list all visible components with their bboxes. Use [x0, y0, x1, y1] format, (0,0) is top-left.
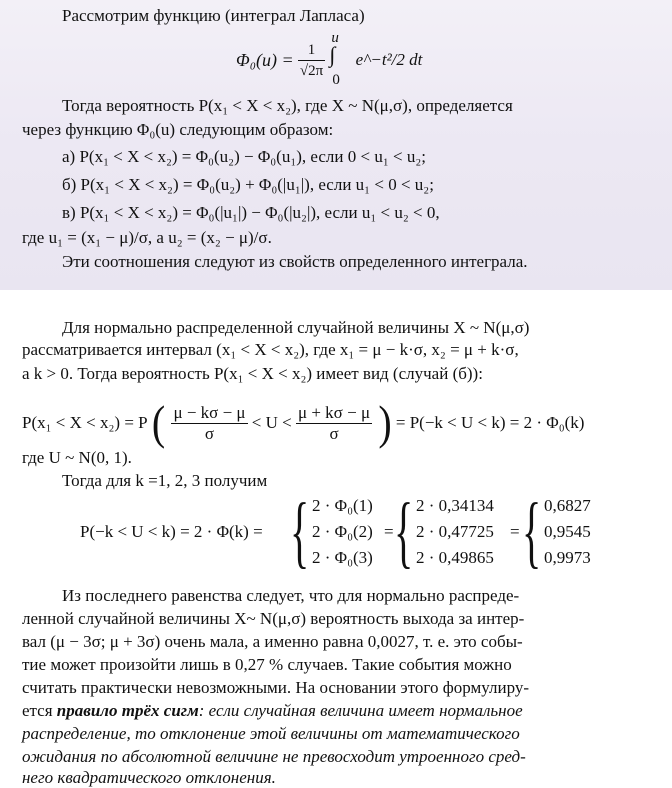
then-k: Тогда для k =1, 2, 3 получим	[62, 471, 268, 490]
f2-eq-1: =	[384, 522, 394, 541]
integral-symbol: ∫	[329, 42, 336, 67]
f1-frac2-num: μ + kσ − μ	[297, 402, 371, 422]
f1-frac-2	[296, 403, 372, 444]
three-sigma-rule: правило трёх сигм	[56, 701, 199, 720]
laplace-integrand: e^−t²/2 dt	[355, 50, 423, 69]
case-a: а) P(x₁ < X < x₂) = Φ₀(u₂) − Φ₀(u₁), если 0 < u₁ < u₂;	[62, 147, 427, 166]
p2-line-7: распределение, то отклонение этой величины от математического	[22, 724, 520, 743]
p2-line-5: считать практически невозможными. На основании этого формулиру-	[22, 678, 530, 697]
f2-col-2	[416, 496, 516, 576]
f2-col1-row: 2 · Φ₀(1)	[312, 496, 373, 515]
where-u: где u₁ = (x₁ − μ)/σ, а u₂ = (x₂ − μ)/σ.	[22, 228, 272, 247]
f2-col2-row: 2 · 0,47725	[416, 522, 494, 541]
laplace-lhs: Φ₀(u) =	[236, 50, 294, 70]
f2-col2-row: 2 · 0,49865	[416, 548, 494, 567]
f2-col1-row: 2 · Φ₀(3)	[312, 548, 373, 567]
f1-mid: < U <	[251, 413, 292, 433]
f2-brace-2: {	[394, 488, 414, 576]
f2-brace-1: {	[290, 488, 310, 576]
p1-line-2: рассматривается интервал (x₁ < X < x₂), где x₁ = μ − k·σ, x₂ = μ + k·σ,	[22, 340, 519, 359]
f2-col3-row: 0,9545	[544, 522, 591, 541]
f2-brace-3: {	[522, 488, 542, 576]
integral-sign	[329, 32, 351, 88]
p2-line-6	[22, 701, 523, 721]
intro-text: Рассмотрим функцию (интеграл Лапласа)	[62, 6, 365, 25]
then-line-1: Тогда вероятность P(x₁ < X < x₂), где X ~ N(μ,σ), определяется	[62, 96, 513, 115]
f1-frac1-num: μ − kσ − μ	[173, 402, 246, 422]
f2-col2-row: 2 · 0,34134	[416, 496, 494, 515]
case-c: в) P(x₁ < X < x₂) = Φ₀(|u₁|) − Φ₀(|u₂|), если u₁ < u₂ < 0,	[62, 203, 440, 222]
integral-lower: 0	[332, 72, 340, 88]
p1-line-1: Для нормально распределенной случайной величины X ~ N(μ,σ)	[62, 318, 530, 337]
p2-line-3: вал (μ − 3σ; μ + 3σ) очень мала, а именно равна 0,0027, т. е. это собы-	[22, 632, 523, 651]
f1-frac1-den: σ	[171, 423, 247, 444]
laplace-coefficient	[298, 40, 325, 81]
case-b: б) P(x₁ < X < x₂) = Φ₀(u₂) + Φ₀(|u₁|), если u₁ < 0 < u₂;	[62, 175, 434, 194]
p1-line-3: а k > 0. Тогда вероятность P(x₁ < X < x₂) имеет вид (случай (б)):	[22, 364, 483, 383]
f2-col-3	[544, 496, 614, 576]
laplace-formula	[236, 32, 422, 92]
laplace-coef-num: 1	[307, 41, 316, 58]
f2-col1-row: 2 · Φ₀(2)	[312, 522, 373, 541]
f1-frac2-den: σ	[296, 423, 372, 444]
f2-eq-2: =	[510, 522, 520, 541]
p2-line-2: ленной случайной величины X~ N(μ,σ) вероятность выхода за интер-	[22, 609, 525, 628]
f2-col3-row: 0,6827	[544, 496, 591, 515]
f1-open-paren: (	[151, 395, 166, 450]
f1-frac-1	[171, 403, 247, 444]
p2-line-9: него квадратического отклонения.	[22, 768, 276, 787]
f2-lhs: P(−k < U < k) = 2 · Φ(k) =	[80, 522, 263, 541]
p2-line-4: тие может произойти лишь в 0,27 % случаев. Такие события можно	[22, 655, 512, 674]
f1-lhs: P(x₁ < X < x₂) = P	[22, 413, 148, 433]
p2-line-8: ожидания по абсолютной величине не превосходит утроенного сред-	[22, 747, 526, 766]
p2-line6-post: : если случайная величина имеет нормальное	[198, 701, 523, 720]
f2-col3-row: 0,9973	[544, 548, 591, 567]
then-line-2: через функцию Φ₀(u) следующим образом:	[22, 120, 334, 139]
p2-line-1: Из последнего равенства следует, что для нормально распреде-	[62, 586, 520, 605]
where-U: где U ~ N(0, 1).	[22, 448, 132, 467]
p2-line6-pre: ется	[22, 701, 53, 720]
integral-upper: u	[331, 30, 339, 46]
follows-text: Эти соотношения следуют из свойств определенного интеграла.	[62, 252, 528, 271]
f1-rhs: = P(−k < U < k) = 2 · Φ₀(k)	[395, 413, 585, 433]
formula-probability	[22, 394, 584, 450]
f1-close-paren: )	[378, 395, 392, 450]
laplace-coef-den: √2π	[298, 60, 325, 81]
